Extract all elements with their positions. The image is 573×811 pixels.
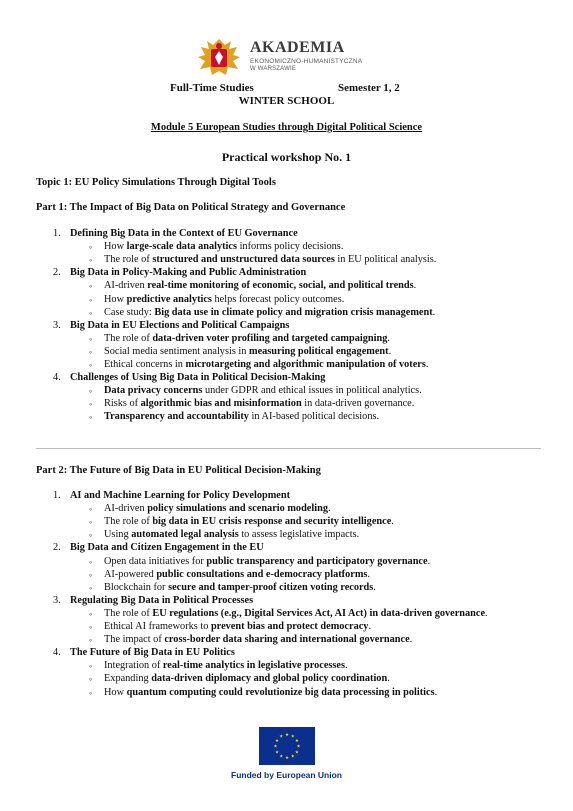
logo-subtitle: EKONOMICZNO-HUMANISTYCZNA (250, 58, 363, 65)
part2-item-title: Regulating Big Data in Political Processes (70, 594, 254, 606)
text-run: automated legal analysis (131, 529, 239, 541)
part1-item-title: Defining Big Data in the Context of EU Governance (70, 228, 298, 239)
text-run: secure and tamper-proof citizen voting records (168, 581, 374, 593)
text-run: helps forecast policy outcomes. (211, 293, 345, 305)
text-run: . (373, 581, 376, 593)
text-run: Social media sentiment analysis in (104, 345, 249, 357)
text-run: . (387, 673, 390, 685)
part1-item-title: Challenges of Using Big Data in Political Decision-Making (70, 372, 326, 384)
text-run: The role of (104, 254, 153, 266)
bullet-icon: ◦ (89, 674, 93, 685)
text-run: informs policy decisions. (237, 241, 344, 253)
eu-star-icon: ★ (294, 749, 299, 755)
text-run: Case study: (104, 306, 155, 318)
part2-bullet-text (104, 621, 371, 633)
bullet-icon: ◦ (89, 582, 93, 593)
text-run: Big data use in climate policy and migration crisis management (154, 306, 433, 318)
eu-flag-icon (259, 727, 315, 765)
text-run: in data-driven governance. (301, 398, 415, 410)
text-run: Integration of (104, 660, 163, 672)
part1-bullet-text (104, 411, 379, 423)
bullet-icon: ◦ (89, 346, 93, 357)
text-run: The impact of (104, 634, 165, 646)
workshop-title: Practical workshop No. 1 (221, 150, 352, 164)
part2-bullet-text (104, 503, 331, 515)
university-logo (196, 37, 386, 79)
text-run: big data in EU crisis response and security intelligence (152, 516, 392, 528)
bullet-icon: ◦ (89, 504, 93, 515)
text-run: Ethical concerns in (104, 359, 186, 370)
part2-bullet-text (104, 608, 488, 620)
part2-bullet-text (104, 556, 430, 568)
text-run: . (387, 332, 390, 344)
part2-item-title: AI and Machine Learning for Policy Development (70, 490, 291, 501)
text-run: . (367, 568, 370, 580)
text-run: AI-driven (104, 280, 148, 292)
text-run: Blockchain for (104, 581, 169, 593)
bullet-icon: ◦ (89, 294, 93, 305)
eu-star-icon: ★ (279, 733, 284, 739)
bullet-icon: ◦ (89, 556, 93, 567)
part1-bullet-text (104, 359, 428, 371)
bullet-icon: ◦ (89, 360, 93, 370)
text-run: . (368, 621, 372, 632)
text-run: data-driven voter profiling and targeted campaigning (152, 332, 388, 344)
topic-title: Topic 1: EU Policy Simulations Through Digital Tools (36, 177, 276, 188)
text-run: data-driven diplomacy and global policy coordination (151, 673, 388, 685)
text-run: AI-driven (104, 503, 148, 515)
crest-icon (196, 37, 242, 79)
part2-title: Part 2: The Future of Big Data in EU Political Decision-Making (36, 465, 321, 476)
part1-bullet-text (104, 294, 344, 306)
text-run: AI-powered (104, 568, 157, 580)
part2-item-number: 2. (53, 542, 61, 554)
eu-star-icon: ★ (296, 743, 301, 749)
part1-bullet-text (104, 346, 391, 358)
text-run: . (413, 280, 417, 292)
part2-bullet-text (104, 529, 359, 541)
text-run: quantum computing could revolutionize big data processing in politics (126, 686, 435, 698)
text-run: Open data initiatives for (104, 555, 207, 567)
text-run: . (409, 634, 413, 646)
part2-item-title: The Future of Big Data in EU Politics (70, 647, 235, 659)
text-run: . (344, 660, 348, 672)
funded-by-label: Funded by European Union (231, 770, 342, 780)
text-run: . (434, 686, 438, 698)
eu-star-icon: ★ (275, 737, 280, 743)
studies-label: Full-Time Studies (170, 82, 254, 94)
text-run: prevent bias and protect democracy (210, 621, 369, 632)
text-run: Transparency and accountability (104, 411, 249, 423)
part2-item-number: 1. (53, 490, 61, 501)
text-run: . (427, 555, 431, 567)
text-run: microtargeting and algorithmic manipulation of voters (185, 359, 426, 370)
text-run: EU regulations (e.g., Digital Services Act, AI Act) in data-driven governance (152, 607, 486, 619)
text-run: The role of (104, 332, 153, 344)
part2-bullet-text (104, 634, 412, 646)
eu-star-icon: ★ (294, 737, 299, 743)
part2-item-number: 4. (53, 647, 61, 659)
eu-star-icon: ★ (275, 749, 280, 755)
part2-bullet-text (104, 582, 376, 594)
text-run: algorithmic bias and misinformation (140, 398, 302, 410)
bullet-icon: ◦ (89, 412, 93, 423)
bullet-icon: ◦ (89, 307, 93, 318)
bullet-icon: ◦ (89, 569, 93, 580)
part2-bullet-text (104, 660, 348, 672)
bullet-icon: ◦ (89, 386, 93, 397)
bullet-icon: ◦ (89, 255, 93, 266)
bullet-icon: ◦ (89, 661, 93, 672)
text-run: . (425, 359, 429, 370)
eu-star-icon: ★ (273, 743, 278, 749)
part1-bullet-text (104, 254, 436, 266)
text-run: measuring political engagement (249, 345, 389, 357)
text-run: . (432, 306, 436, 318)
eu-star-icon: ★ (290, 733, 295, 739)
semester-label: Semester 1, 2 (338, 82, 400, 94)
eu-star-icon: ★ (284, 732, 290, 737)
part1-bullet-text (104, 398, 414, 410)
text-run: cross-border data sharing and international governance (164, 634, 410, 646)
part1-bullet-text (104, 307, 435, 319)
part1-bullet-text (104, 280, 416, 292)
text-run: real-time analytics in legislative processes (162, 660, 345, 672)
part1-item-number: 2. (53, 267, 61, 279)
text-run: to assess legislative impacts. (238, 529, 360, 541)
eu-star-icon: ★ (284, 755, 290, 760)
text-run: Using (104, 529, 132, 541)
part2-item-title: Big Data and Citizen Engagement in the EU (70, 542, 264, 554)
part1-item-title: Big Data in EU Elections and Political Campaigns (70, 319, 290, 331)
text-run: How (104, 241, 127, 253)
part1-title: Part 1: The Impact of Big Data on Political Strategy and Governance (36, 202, 346, 213)
bullet-icon: ◦ (89, 622, 93, 632)
part1-bullet-text (104, 385, 422, 397)
part1-item-number: 4. (53, 372, 61, 384)
text-run: Expanding (104, 673, 152, 685)
text-run: How (104, 293, 127, 305)
text-run: structured and unstructured data sources (152, 254, 335, 266)
text-run: public transparency and participatory governance (206, 555, 428, 567)
text-run: The role of (104, 516, 153, 528)
part2-item-number: 3. (53, 594, 61, 606)
logo-name: AKADEMIA (250, 39, 345, 56)
bullet-icon: ◦ (89, 687, 93, 698)
part1-bullet-text (104, 333, 390, 345)
part2-bullet-text (104, 569, 370, 581)
eu-star-icon: ★ (279, 753, 284, 759)
part1-item-title: Big Data in Policy-Making and Public Administration (70, 267, 307, 279)
bullet-icon: ◦ (89, 608, 93, 619)
text-run: predictive analytics (126, 293, 212, 305)
text-run: in EU political analysis. (334, 254, 437, 266)
module-title: Module 5 European Studies through Digital Political Science (150, 122, 423, 133)
part1-bullet-text (104, 241, 343, 253)
text-run: . (388, 345, 392, 357)
bullet-icon: ◦ (89, 399, 93, 410)
text-run: real-time monitoring of economic, social, and political trends (147, 280, 414, 292)
text-run: Data privacy concerns (104, 385, 203, 397)
part1-item-number: 3. (53, 319, 61, 331)
text-run: How (104, 686, 127, 698)
school-label: WINTER SCHOOL (238, 95, 335, 107)
eu-star-icon: ★ (290, 753, 295, 759)
text-run: in AI-based political decisions. (248, 411, 380, 423)
text-run: Ethical AI frameworks to (104, 621, 211, 632)
bullet-icon: ◦ (89, 242, 93, 253)
text-run: . (391, 516, 394, 528)
bullet-icon: ◦ (89, 530, 93, 541)
bullet-icon: ◦ (89, 635, 93, 646)
bullet-icon: ◦ (89, 517, 93, 528)
part2-bullet-text (104, 687, 437, 699)
logo-city: W WARSZAWIE (250, 66, 297, 72)
section-divider (36, 448, 541, 449)
text-run: . (485, 607, 488, 619)
text-run: policy simulations and scenario modeling (147, 503, 328, 515)
text-run: public consultations and e-democracy platforms (156, 568, 368, 580)
part2-bullet-text (104, 673, 390, 685)
part2-bullet-text (104, 516, 394, 528)
text-run: under GDPR and ethical issues in political analytics. (202, 385, 422, 397)
bullet-icon: ◦ (89, 333, 93, 344)
bullet-icon: ◦ (89, 281, 93, 292)
text-run: . (327, 503, 331, 515)
text-run: Risks of (104, 398, 141, 410)
text-run: large-scale data analytics (126, 241, 237, 253)
text-run: The role of (104, 607, 153, 619)
part1-item-number: 1. (53, 228, 61, 239)
